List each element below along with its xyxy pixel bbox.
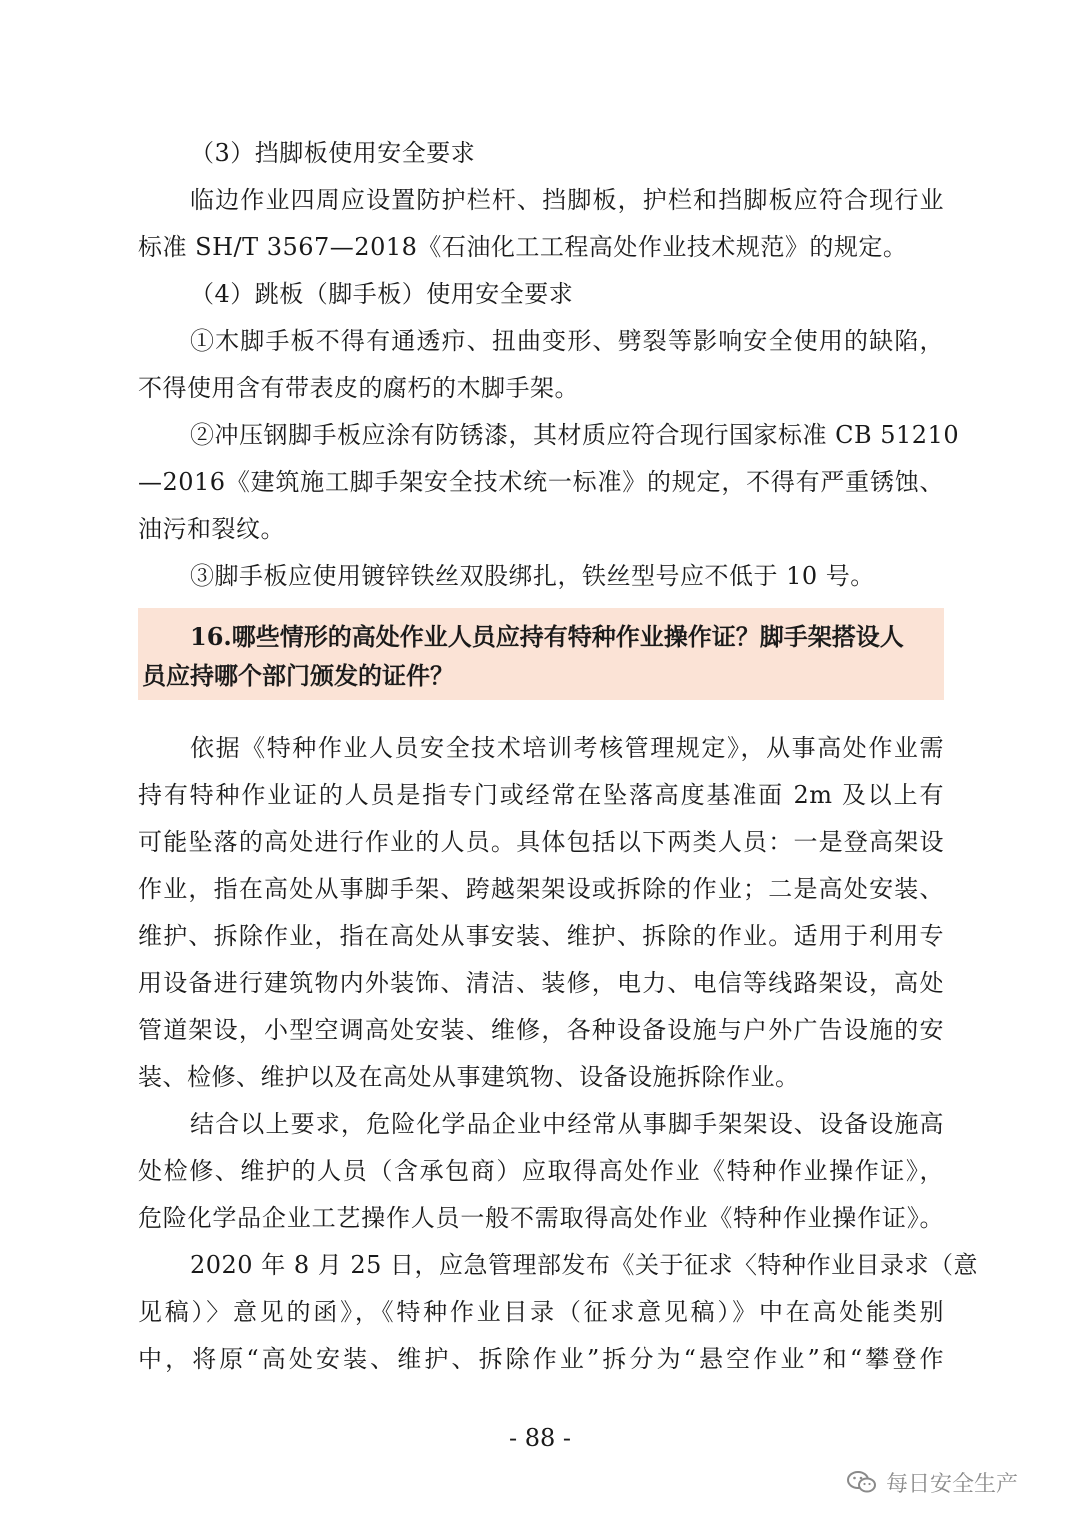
paragraph-line: ③脚手板应使用镀锌铁丝双股绑扎，铁丝型号应不低于 10 号。 [190,562,875,590]
paragraph-line: 用设备进行建筑物内外装饰、清洁、装修，电力、电信等线路架设，高处 [138,969,944,997]
paragraph-line: 依据《特种作业人员安全技术培训考核管理规定》，从事高处作业需 [190,734,944,762]
watermark [846,1464,1018,1500]
page-number: - 88 - [508,1424,571,1452]
question-line-2: 员应持哪个部门颁发的证件？ [142,661,454,690]
paragraph-line: ②冲压钢脚手板应涂有防锈漆，其材质应符合现行国家标准 CB 51210 [190,421,960,449]
paragraph-line: 可能坠落的高处进行作业的人员。具体包括以下两类人员：一是登高架设 [138,828,944,856]
paragraph-line: 标准 SH/T 3567—2018《石油化工工程高处作业技术规范》的规定。 [138,233,908,261]
paragraph-line: 见稿）〉意见的函》，《特种作业目录（征求意见稿）》中在高处能类别 [138,1298,944,1326]
paragraph-line: —2016《建筑施工脚手架安全技术统一标准》的规定，不得有严重锈蚀、 [138,468,944,496]
paragraph-line: 持有特种作业证的人员是指专门或经常在坠落高度基准面 2m 及以上有 [138,781,944,809]
question-box [138,608,944,700]
paragraph-line: ①木脚手板不得有通透疖、扭曲变形、劈裂等影响安全使用的缺陷， [190,327,944,355]
paragraph-line: 管道架设，小型空调高处安装、维修，各种设备设施与户外广告设施的安 [138,1016,944,1044]
paragraph-line: 不得使用含有带表皮的腐朽的木脚手架。 [138,374,579,402]
paragraph-line: 危险化学品企业工艺操作人员一般不需取得高处作业《特种作业操作证》。 [138,1204,944,1232]
question-line-1: 16.哪些情形的高处作业人员应持有特种作业操作证？脚手架搭设人 [190,622,904,651]
paragraph-line: 结合以上要求，危险化学品企业中经常从事脚手架架设、设备设施高 [190,1110,944,1138]
paragraph-line: 作业，指在高处从事脚手架、跨越架架设或拆除的作业；二是高处安装、 [138,875,944,903]
paragraph-line: 中，将原“高处安装、维护、拆除作业”拆分为“悬空作业”和“攀登作 [138,1345,944,1373]
wechat-icon [846,1469,878,1495]
paragraph-line: 临边作业四周应设置防护栏杆、挡脚板，护栏和挡脚板应符合现行业 [190,186,944,214]
paragraph-line: 装、检修、维护以及在高处从事建筑物、设备设施拆除作业。 [138,1063,800,1091]
subheading-4: （4）跳板（脚手板）使用安全要求 [190,280,574,308]
paragraph-line: 油污和裂纹。 [138,515,285,543]
paragraph-line: 处检修、维护的人员（含承包商）应取得高处作业《特种作业操作证》， [138,1157,944,1185]
paragraph-line: 维护、拆除作业，指在高处从事安装、维护、拆除的作业。适用于利用专 [138,922,944,950]
watermark-text: 每日安全生产 [886,1471,1019,1497]
paragraph-line: 2020 年 8 月 25 日，应急管理部发布《关于征求〈特种作业目录求（意 [190,1251,979,1279]
subheading-3: （3）挡脚板使用安全要求 [190,139,476,167]
